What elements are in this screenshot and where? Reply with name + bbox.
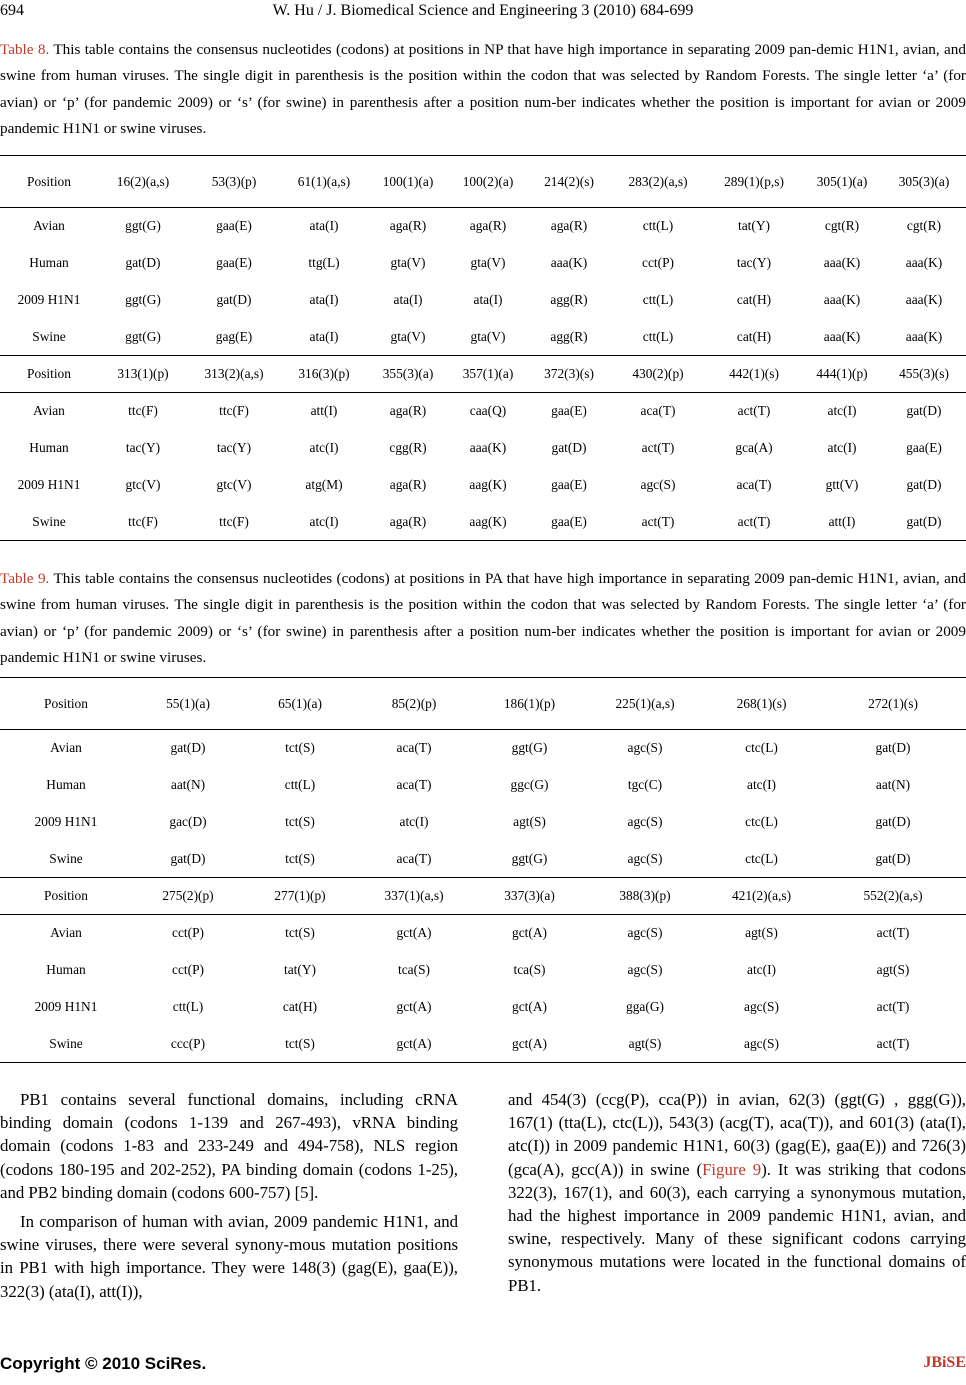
codon-cell: gta(V) xyxy=(470,255,506,270)
codon-cell: aga(R) xyxy=(528,208,610,245)
table-row xyxy=(0,430,966,467)
codon-cell: gta(V) xyxy=(390,328,426,344)
codon-cell: gat(D) xyxy=(125,255,161,270)
row-label: Avian xyxy=(0,915,132,952)
codon-cell: gct(A) xyxy=(356,915,472,952)
codon-cell: aca(T) xyxy=(736,477,772,492)
table-row xyxy=(0,730,966,767)
codon-cell: agc(S) xyxy=(587,730,703,767)
codon-cell: gag(E) xyxy=(215,328,253,344)
codon-cell: ctt(L) xyxy=(610,208,706,245)
table8-caption xyxy=(0,37,966,143)
codon-cell: gaa(E) xyxy=(528,504,610,541)
position-header: 186(1)(p) xyxy=(472,678,587,730)
codon-cell: caa(Q) xyxy=(448,393,528,430)
position-header: 421(2)(a,s) xyxy=(703,878,820,915)
codon-cell: atc(I) xyxy=(747,962,776,977)
position-header: 272(1)(s) xyxy=(820,678,966,730)
codon-cell: ttc(F) xyxy=(188,504,280,541)
position-header: 289(1)(p,s) xyxy=(706,156,802,208)
position-header: 305(3)(a) xyxy=(882,156,966,208)
codon-cell: tat(Y) xyxy=(706,208,802,245)
codon-cell: gtc(V) xyxy=(125,477,161,492)
position-header: 53(3)(p) xyxy=(188,156,280,208)
position-header: 455(3)(s) xyxy=(882,356,966,393)
codon-cell: ttg(L) xyxy=(308,255,340,270)
codon-cell: tac(Y) xyxy=(216,440,252,455)
codon-cell: tac(Y) xyxy=(736,255,772,270)
codon-cell: aca(T) xyxy=(396,777,432,792)
paragraph-pb1-domains: PB1 contains several functional domains, including cRNA binding domain (codons 1-139 and 267-493), vRNA binding domain (codons 1-83 and 233-249 and 494-758), NLS region (codons 180-195 and 202-252), PA binding domain (codons 1-25), and PB2 binding domain (codons 600-757) [5]. xyxy=(0,1090,458,1202)
codon-cell: agc(S) xyxy=(703,1026,820,1063)
codon-cell: ggt(G) xyxy=(125,292,161,307)
row-label: Swine xyxy=(0,1026,132,1063)
codon-cell: cct(P) xyxy=(132,915,244,952)
table8 xyxy=(0,155,966,541)
table-row xyxy=(0,952,966,989)
table9-caption xyxy=(0,566,966,672)
codon-cell: agt(S) xyxy=(513,814,546,829)
codon-cell: ctt(L) xyxy=(172,999,204,1014)
codon-cell: aca(T) xyxy=(610,393,706,430)
codon-cell: act(T) xyxy=(820,1026,966,1063)
codon-cell: aaa(K) xyxy=(550,255,588,270)
table-row xyxy=(0,1026,966,1063)
codon-cell: gat(D) xyxy=(820,730,966,767)
codon-cell: cct(P) xyxy=(172,962,204,977)
codon-cell: atc(I) xyxy=(827,440,857,455)
codon-cell: gct(A) xyxy=(356,1026,472,1063)
row-label: Avian xyxy=(0,730,132,767)
table-row xyxy=(0,467,966,504)
codon-cell: agt(S) xyxy=(876,962,910,977)
position-header: 225(1)(a,s) xyxy=(587,678,703,730)
position-header: 372(3)(s) xyxy=(528,356,610,393)
position-header: 337(3)(a) xyxy=(472,878,587,915)
codon-cell: ttc(F) xyxy=(98,393,188,430)
codon-cell: gac(D) xyxy=(169,814,207,829)
position-header: 357(1)(a) xyxy=(448,356,528,393)
table-row xyxy=(0,841,966,878)
codon-cell: aaa(K) xyxy=(905,292,943,307)
codon-cell: ccc(P) xyxy=(132,1026,244,1063)
table9-caption-text: This table contains the consensus nucleotides (codons) at positions in PA that have high importance in separating 2009 pan-demic H1N1, avian, and swine from human viruses. The single digit in parenthesis is the position within the codon that was selected by Random Forests. The single letter ‘a’ (for avian) or ‘p’ (for pandemic 2009) or ‘s’ (for swine) in parenthesis after a position num-ber indicates whether the position is important for avian or 2009 pandemic H1N1 or swine viruses. xyxy=(0,570,966,667)
codon-cell: gaa(E) xyxy=(216,255,252,270)
header-row xyxy=(0,156,966,208)
codon-cell: aaa(K) xyxy=(823,328,861,344)
codon-cell: cgg(R) xyxy=(389,440,427,455)
codon-cell: aca(T) xyxy=(356,730,472,767)
codon-cell: agc(S) xyxy=(744,999,779,1014)
codon-cell: gga(G) xyxy=(626,999,664,1014)
paragraph-continued-text-b: ). It was striking that codons 322(3), 167(1), and 60(3), each carrying a synonymous mutation, had the highest importance in 2009 pandemic H1N1, avian, and swine, respectively. Many of these significant codons carrying synonymous mutations were located in the functional domains of PB1. xyxy=(508,1159,966,1295)
codon-cell: ata(I) xyxy=(309,292,339,307)
codon-cell: gat(D) xyxy=(875,850,911,866)
codon-cell: gct(A) xyxy=(472,915,587,952)
codon-cell: aat(N) xyxy=(875,777,911,792)
codon-cell: aga(R) xyxy=(368,504,448,541)
paragraph-synonymous-mutations: In comparison of human with avian, 2009 pandemic H1N1, and swine viruses, there were several synony-mous mutation positions in PB1 with high importance. They were 148(3) (gag(E), gaa(E)), 322(3) (ata(I), att(I)), xyxy=(0,1212,458,1301)
row-label: Human xyxy=(29,440,69,455)
codon-cell: ggt(G) xyxy=(472,730,587,767)
row-label: 2009 H1N1 xyxy=(34,814,98,829)
codon-cell: cat(H) xyxy=(282,999,318,1014)
header-row xyxy=(0,356,966,393)
codon-cell: ggt(G) xyxy=(125,328,161,344)
position-header: 313(2)(a,s) xyxy=(188,356,280,393)
position-header: 277(1)(p) xyxy=(244,878,356,915)
row-label: 2009 H1N1 xyxy=(34,999,98,1014)
position-header: 337(1)(a,s) xyxy=(356,878,472,915)
codon-cell: aga(R) xyxy=(368,208,448,245)
codon-cell: aga(R) xyxy=(368,393,448,430)
page-header xyxy=(0,2,966,28)
codon-cell: cgt(R) xyxy=(802,208,882,245)
codon-cell: aat(N) xyxy=(170,777,206,792)
position-header: 388(3)(p) xyxy=(587,878,703,915)
codon-cell: ata(I) xyxy=(280,208,368,245)
position-header: 85(2)(p) xyxy=(356,678,472,730)
position-label: Position xyxy=(0,878,132,915)
codon-cell: ctc(L) xyxy=(745,850,778,866)
position-header: 65(1)(a) xyxy=(244,678,356,730)
position-header: 283(2)(a,s) xyxy=(610,156,706,208)
table-row xyxy=(0,915,966,952)
row-label: Human xyxy=(29,255,69,270)
position-label: Position xyxy=(0,356,98,393)
codon-cell: att(I) xyxy=(802,504,882,541)
codon-cell: ata(I) xyxy=(393,292,423,307)
codon-cell: act(T) xyxy=(610,504,706,541)
table-row xyxy=(0,245,966,282)
row-label: Swine xyxy=(49,850,83,866)
codon-cell: cgt(R) xyxy=(882,208,966,245)
codon-cell: aaa(K) xyxy=(823,255,861,270)
codon-cell: agc(S) xyxy=(627,962,663,977)
codon-cell: tgc(C) xyxy=(627,777,663,792)
codon-cell: atc(I) xyxy=(280,504,368,541)
codon-cell: aag(K) xyxy=(469,477,507,492)
codon-cell: tct(S) xyxy=(285,814,315,829)
row-label: Human xyxy=(46,962,86,977)
right-column xyxy=(508,1082,966,1297)
codon-cell: act(T) xyxy=(876,999,910,1014)
codon-cell: gct(A) xyxy=(396,999,432,1014)
codon-cell: gat(D) xyxy=(906,477,942,492)
codon-cell: gct(A) xyxy=(472,1026,587,1063)
codon-cell: agg(R) xyxy=(550,328,588,344)
position-label: Position xyxy=(0,156,98,208)
table-row xyxy=(0,282,966,319)
codon-cell: ctt(L) xyxy=(284,777,316,792)
paragraph-continued-text-a: and 454(3) (ccg(P), cca(P)) in avian, 62(3) (ggt(G) , ggg(G)), 167(1) (tta(L), ctc(L)), 543(3) (acg(T), aca(T)), and 601(3) (ata(I), atc(I)) in 2009 pandemic H1N1, 60(3) (gag(E), gaa(E)) and 726(3) (gca(A), gcc(A)) in swine ( xyxy=(508,1090,966,1179)
table8-caption-text: This table contains the consensus nucleotides (codons) at positions in NP that have high importance in separating 2009 pan-demic H1N1, avian, and swine from human viruses. The single digit in parenthesis is the position within the codon that was selected by Random Forests. The single letter ‘a’ (for avian) or ‘p’ (for pandemic 2009) or ‘s’ (for swine) in parenthesis after a position num-ber indicates whether the position is important for avian or 2009 pandemic H1N1 or swine viruses. xyxy=(0,41,966,138)
codon-cell: ctc(L) xyxy=(703,730,820,767)
codon-cell: atg(M) xyxy=(305,477,343,492)
codon-cell: agt(S) xyxy=(587,1026,703,1063)
table-row xyxy=(0,989,966,1026)
codon-cell: gaa(E) xyxy=(551,477,587,492)
codon-cell: gct(A) xyxy=(512,999,547,1014)
codon-cell: aaa(K) xyxy=(905,328,943,344)
row-label: Swine xyxy=(32,328,66,344)
page-number: 694 xyxy=(0,2,24,19)
table-row xyxy=(0,319,966,356)
codon-cell: att(I) xyxy=(280,393,368,430)
codon-cell: agc(S) xyxy=(640,477,676,492)
header-row xyxy=(0,678,966,730)
codon-cell: gta(V) xyxy=(470,328,506,344)
row-label: Avian xyxy=(0,208,98,245)
position-header: 313(1)(p) xyxy=(98,356,188,393)
codon-cell: gat(D) xyxy=(882,393,966,430)
codon-cell: gat(D) xyxy=(132,730,244,767)
copyright-notice: Copyright © 2010 SciRes. xyxy=(0,1354,207,1373)
codon-cell: ttc(F) xyxy=(188,393,280,430)
codon-cell: tca(S) xyxy=(398,962,430,977)
position-header: 214(2)(s) xyxy=(528,156,610,208)
codon-cell: ata(I) xyxy=(473,292,503,307)
position-header: 444(1)(p) xyxy=(802,356,882,393)
table9 xyxy=(0,677,966,1063)
codon-cell: agc(S) xyxy=(627,814,663,829)
codon-cell: aaa(K) xyxy=(823,292,861,307)
codon-cell: aaa(K) xyxy=(905,255,943,270)
codon-cell: atc(I) xyxy=(309,440,339,455)
figure-9-link[interactable]: Figure 9 xyxy=(702,1159,762,1179)
position-header: 16(2)(a,s) xyxy=(98,156,188,208)
codon-cell: act(T) xyxy=(641,440,675,455)
codon-cell: tat(Y) xyxy=(284,962,316,977)
codon-cell: agt(S) xyxy=(703,915,820,952)
codon-cell: cct(P) xyxy=(642,255,674,270)
codon-cell: act(T) xyxy=(820,915,966,952)
table-row xyxy=(0,393,966,430)
position-header: 275(2)(p) xyxy=(132,878,244,915)
codon-cell: gat(D) xyxy=(170,850,206,866)
codon-cell: ata(I) xyxy=(309,328,339,344)
codon-cell: ttc(F) xyxy=(98,504,188,541)
codon-cell: gat(D) xyxy=(216,292,252,307)
journal-abbrev: JBiSE xyxy=(923,1354,966,1371)
codon-cell: ctt(L) xyxy=(642,328,674,344)
position-label: Position xyxy=(0,678,132,730)
codon-cell: aga(R) xyxy=(389,477,427,492)
position-header: 355(3)(a) xyxy=(368,356,448,393)
page-footer xyxy=(0,1354,966,1378)
position-header: 552(2)(a,s) xyxy=(820,878,966,915)
running-title: W. Hu / J. Biomedical Science and Engineering 3 (2010) 684-699 xyxy=(272,2,694,19)
row-label: 2009 H1N1 xyxy=(17,292,81,307)
codon-cell: ctt(L) xyxy=(642,292,674,307)
table-row xyxy=(0,208,966,245)
codon-cell: agg(R) xyxy=(550,292,588,307)
codon-cell: gat(D) xyxy=(551,440,587,455)
codon-cell: agc(S) xyxy=(627,850,663,866)
position-header: 61(1)(a,s) xyxy=(280,156,368,208)
codon-cell: aga(R) xyxy=(448,208,528,245)
codon-cell: ggt(G) xyxy=(511,850,548,866)
position-header: 100(1)(a) xyxy=(368,156,448,208)
codon-cell: atc(I) xyxy=(802,393,882,430)
codon-cell: aaa(K) xyxy=(469,440,507,455)
position-header: 430(2)(p) xyxy=(610,356,706,393)
codon-cell: aag(K) xyxy=(448,504,528,541)
row-label: Human xyxy=(46,777,86,792)
table-row xyxy=(0,804,966,841)
codon-cell: gat(D) xyxy=(875,814,911,829)
table-row xyxy=(0,767,966,804)
position-header: 305(1)(a) xyxy=(802,156,882,208)
position-header: 316(3)(p) xyxy=(280,356,368,393)
codon-cell: atc(I) xyxy=(399,814,429,829)
codon-cell: gca(A) xyxy=(735,440,773,455)
codon-cell: cat(H) xyxy=(736,328,772,344)
codon-cell: ggc(G) xyxy=(510,777,549,792)
codon-cell: tct(S) xyxy=(244,730,356,767)
codon-cell: gta(V) xyxy=(390,255,426,270)
row-label: Avian xyxy=(0,393,98,430)
codon-cell: act(T) xyxy=(706,504,802,541)
codon-cell: gtc(V) xyxy=(216,477,252,492)
codon-cell: tca(S) xyxy=(513,962,546,977)
position-header: 55(1)(a) xyxy=(132,678,244,730)
paragraph-continued xyxy=(508,1088,966,1297)
row-label: 2009 H1N1 xyxy=(17,477,81,492)
header-row xyxy=(0,878,966,915)
codon-cell: gaa(E) xyxy=(528,393,610,430)
position-header: 268(1)(s) xyxy=(703,678,820,730)
row-label: Swine xyxy=(0,504,98,541)
position-header: 100(2)(a) xyxy=(448,156,528,208)
table-row xyxy=(0,504,966,541)
codon-cell: tac(Y) xyxy=(125,440,161,455)
codon-cell: tct(S) xyxy=(244,1026,356,1063)
position-header: 442(1)(s) xyxy=(706,356,802,393)
codon-cell: ctc(L) xyxy=(745,814,778,829)
codon-cell: gaa(E) xyxy=(188,208,280,245)
codon-cell: tct(S) xyxy=(244,915,356,952)
codon-cell: gtt(V) xyxy=(825,477,859,492)
codon-cell: tct(S) xyxy=(285,850,315,866)
codon-cell: gat(D) xyxy=(882,504,966,541)
codon-cell: act(T) xyxy=(706,393,802,430)
codon-cell: ggt(G) xyxy=(98,208,188,245)
left-column xyxy=(0,1082,458,1303)
codon-cell: cat(H) xyxy=(736,292,772,307)
codon-cell: atc(I) xyxy=(747,777,776,792)
codon-cell: aca(T) xyxy=(396,850,432,866)
codon-cell: gaa(E) xyxy=(906,440,942,455)
table9-label: Table 9. xyxy=(0,570,50,587)
codon-cell: agc(S) xyxy=(587,915,703,952)
table8-label: Table 8. xyxy=(0,41,50,58)
